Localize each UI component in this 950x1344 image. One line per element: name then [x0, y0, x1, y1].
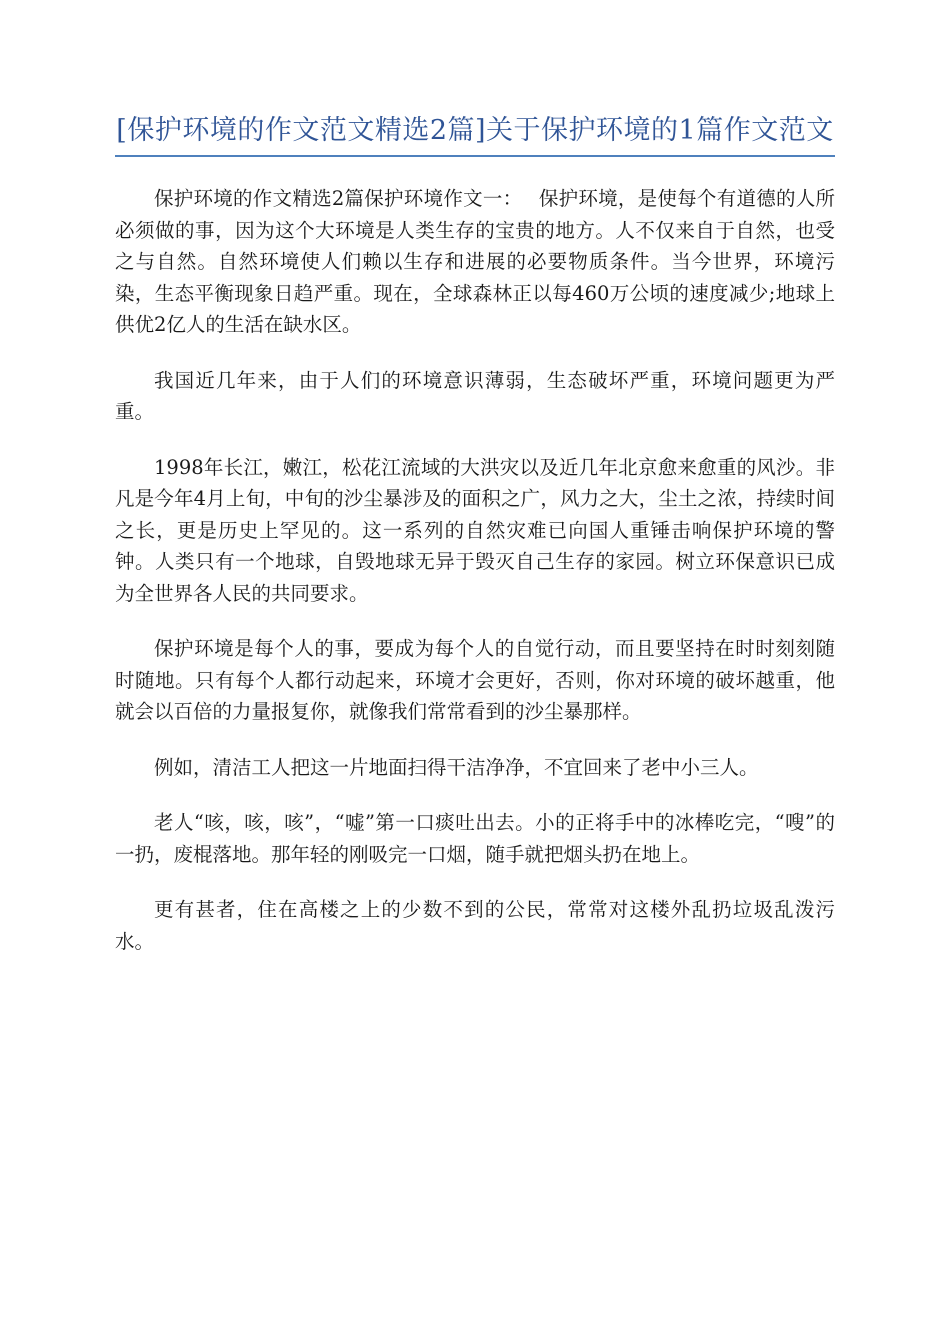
document-body: [115, 183, 835, 957]
paragraph-3: 1998年长江，嫩江，松花江流域的大洪灾以及近几年北京愈来愈重的风沙。非凡是今年4月上旬，中旬的沙尘暴涉及的面积之广，风力之大，尘土之浓，持续时间之长，更是历史上罕见的。这一系列的自然灾难已向国人重锤击响保护环境的警钟。人类只有一个地球，自毁地球无异于毁灭自己生存的家园。树立环保意识已成为全世界各人民的共同要求。: [115, 455, 835, 605]
document-page: [115, 0, 835, 981]
paragraph-5: 例如，清洁工人把这一片地面扫得干洁净净，不宜回来了老中小三人。: [154, 755, 759, 779]
paragraph-4: 保护环境是每个人的事，要成为每个人的自觉行动，而且要坚持在时时刻刻随时随地。只有每个人都行动起来，环境才会更好，否则，你对环境的破坏越重，他就会以百倍的力量报复你，就像我们常常看到的沙尘暴那样。: [115, 637, 835, 723]
paragraph-7: 更有甚者，住在高楼之上的少数不到的公民，常常对这楼外乱扔垃圾乱泼污水。: [115, 898, 835, 953]
title-underline: [115, 155, 835, 157]
document-title: [保护环境的作文范文精选2篇]关于保护环境的1篇作文范文: [116, 115, 834, 146]
paragraph-6: 老人“咳，咳，咳”，“嘘”第一口痰吐出去。小的正将手中的冰棒吃完，“嗖”的一扔，废棍落地。那年轻的刚吸完一口烟，随手就把烟头扔在地上。: [115, 811, 835, 866]
paragraph-1: 保护环境的作文精选2篇保护环境作文一： 保护环境，是使每个有道德的人所必须做的事，因为这个大环境是人类生存的宝贵的地方。人不仅来自于自然，也受之与自然。自然环境使人们赖以生存和进展的必要物质条件。当今世界，环境污染，生态平衡现象日趋严重。现在，全球森林正以每460万公顷的速度减少;地球上供优2亿人的生活在缺水区。: [115, 187, 835, 336]
paragraph-2: 我国近几年来，由于人们的环境意识薄弱，生态破坏严重，环境问题更为严重。: [115, 368, 835, 423]
